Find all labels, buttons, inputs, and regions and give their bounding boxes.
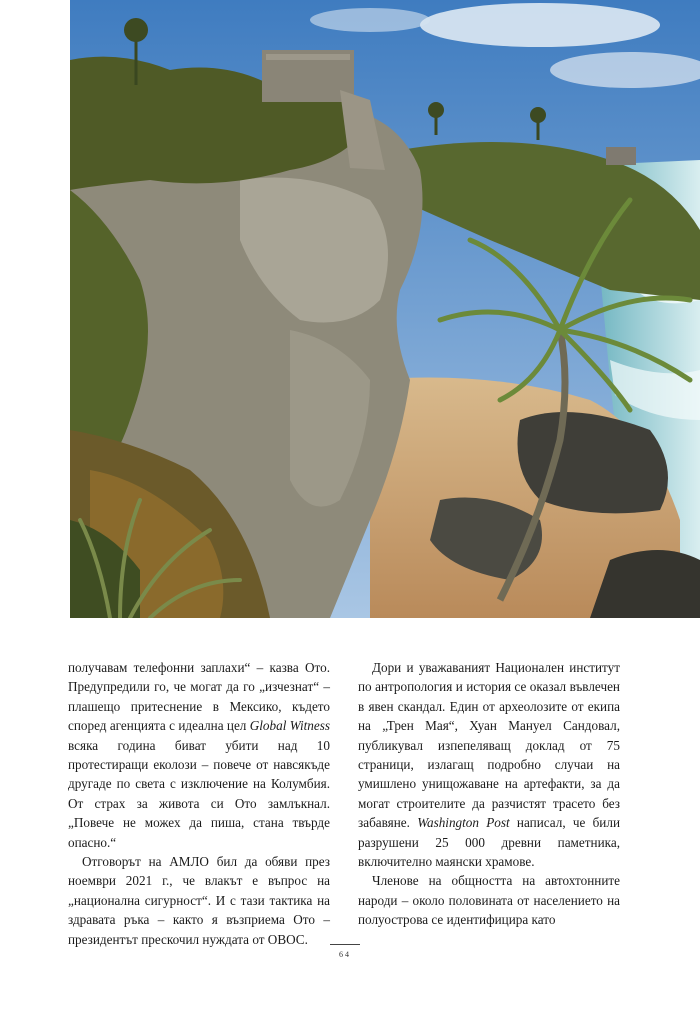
left-text-column	[68, 658, 330, 949]
cliff-ruins-photo	[70, 0, 700, 618]
right-paragraph-1-end: написал, че били разрушени 25 000 древни паметника, включително маянски храмове.	[358, 815, 621, 870]
right-paragraph-1-text: Дори и уважаваният Национален институт по антропология и история се оказал въвлечен в явен скандал. Един от археолозите от екипа на „Трен Мая“, Хуан Мануел Сандовал, публикувал изпепеляващ доклад от 75 страници, излагащ подробно случаи на умишлено унищожаване на артефакти, за да могат строителите да разчистят трасето без забавяне.	[358, 660, 620, 831]
right-paragraph-1	[358, 658, 620, 871]
left-paragraph-2: Отговорът на АМЛО бил да обяви през ноември 2021 г., че влакът е въпрос на „национална сигурност“. И с тази тактика на здравата ръка – както я възприема Ото – президентът прескочил нуждата от ОВОС.	[68, 854, 330, 947]
page-number: 64	[339, 950, 351, 959]
publication-name: Washington Post	[417, 815, 510, 831]
left-paragraph-1-end: всяка година биват убити над 10 протестиращи еколози – повече от навсякъде другаде по света с изключение на Колумбия. От страх за живота си Ото замлъкнал. „Повече не можех да пиша, стана твърде опасно.“	[68, 737, 330, 850]
right-text-column	[358, 658, 620, 930]
photo-illustration	[70, 0, 700, 618]
left-paragraph-1	[68, 658, 330, 852]
publication-name: Global Witness	[249, 718, 331, 734]
left-paragraph-1-text: получавам телефонни заплахи“ – казва Ото. Предупредили го, че могат да го „изчезнат“ – плашещо притеснение в Мексико, където според агенцията с идеална цел	[68, 660, 330, 734]
folio-rule	[330, 944, 360, 945]
right-paragraph-2: Членове на общността на автохтонните народи – около половината от населението на полуострова се идентифицира като	[358, 873, 620, 928]
